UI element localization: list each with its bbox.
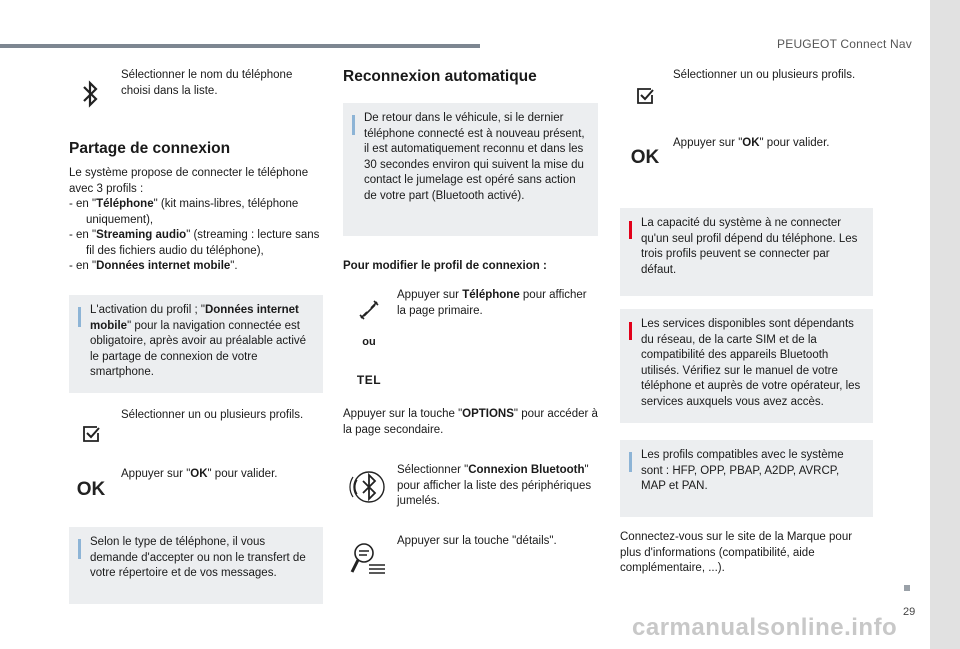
profile-item: - en "Données internet mobile". (69, 260, 238, 272)
warning-note-capacity: La capacité du système à ne connecter qu'un seul profil dépend du téléphone. Les trois profils peuvent se connecter par défaut. (620, 208, 873, 296)
profiles-intro: Le système propose de connecter le téléphone avec 3 profils : (69, 167, 309, 195)
info-icon (78, 539, 81, 559)
info-icon (629, 452, 632, 472)
select-profiles-text: Sélectionner un ou plusieurs profils. (121, 409, 304, 421)
watermark: carmanualsonline.info (632, 614, 898, 641)
warning-note-services: Les services disponibles sont dépendants du réseau, de la carte SIM et de la compatibilité des appareils Bluetooth utilisés. Vérifiez sur le manuel de votre téléphone et auprès de votre opérateur, les services auxquels vous avez accès. (620, 309, 873, 423)
select-phone-text: Sélectionner le nom du téléphone choisi dans la liste. (121, 69, 293, 97)
info-note-transfer: Selon le type de téléphone, il vous demande d'accepter ou non le transfert de votre répertoire et de vos messages. (69, 527, 323, 604)
bluetooth-instruction: Sélectionner "Connexion Bluetooth" pour afficher la liste des périphériques jumelés. (397, 464, 592, 507)
info-note-reconnect: De retour dans le véhicule, si le dernier téléphone connecté est à nouveau présent, il est automatiquement reconnu et dans les 30 secondes environ qui suivent la mise du contact le jumelage est opéré sans action de votre part (Bluetooth activé). (343, 103, 598, 236)
bluetooth-connection-icon (348, 466, 390, 508)
end-marker (904, 585, 910, 591)
warning-icon (629, 221, 632, 239)
side-strip (930, 0, 960, 649)
phone-icon (356, 297, 382, 323)
details-instruction: Appuyer sur la touche "détails". (397, 535, 557, 547)
select-profiles-text-2: Sélectionner un ou plusieurs profils. (673, 69, 856, 81)
brand-header: PEUGEOT Connect Nav (777, 37, 912, 51)
ok-icon: OK (76, 479, 106, 500)
ok-instruction-2: Appuyer sur "OK" pour valider. (673, 137, 830, 149)
bluetooth-icon (75, 74, 105, 114)
profile-item: - en "Téléphone" (kit mains-libres, téléphone uniquement), (69, 198, 299, 226)
ok-instruction: Appuyer sur "OK" pour valider. (121, 468, 278, 480)
options-instruction: Appuyer sur la touche "OPTIONS" pour accéder à la page secondaire. (343, 408, 598, 436)
info-icon (78, 307, 81, 327)
phone-instruction: Appuyer sur Téléphone pour afficher la page primaire. (397, 289, 587, 317)
top-rule (0, 44, 480, 48)
page-number: 29 (903, 606, 916, 618)
checkbox-icon (78, 422, 104, 446)
modify-profile-title: Pour modifier le profil de connexion : (343, 260, 547, 272)
profiles-list (69, 197, 325, 275)
info-note-mobile-data: L'activation du profil ; "Données internet mobile" pour la navigation connectée est obligatoire, après avoir au préalable activé le partage de connexion de votre smartphone. (69, 295, 323, 393)
info-icon (352, 115, 355, 135)
section-heading-reconnect: Reconnexion automatique (343, 68, 537, 85)
ok-icon: OK (630, 147, 660, 168)
tel-icon: TEL (356, 373, 382, 387)
or-label: ou (362, 336, 376, 348)
details-icon (348, 538, 388, 578)
warning-icon (629, 322, 632, 340)
checkbox-icon (632, 84, 658, 108)
info-note-compatible: Les profils compatibles avec le système sont : HFP, OPP, PBAP, A2DP, AVRCP, MAP et PAN. (620, 440, 873, 517)
section-heading-sharing: Partage de connexion (69, 140, 231, 157)
profile-item: - en "Streaming audio" (streaming : lecture sans fil des fichiers audio du téléphone), (69, 229, 320, 257)
connect-website-text: Connectez-vous sur le site de la Marque pour plus d'informations (compatibilité, aide complémentaire, ...). (620, 531, 853, 574)
